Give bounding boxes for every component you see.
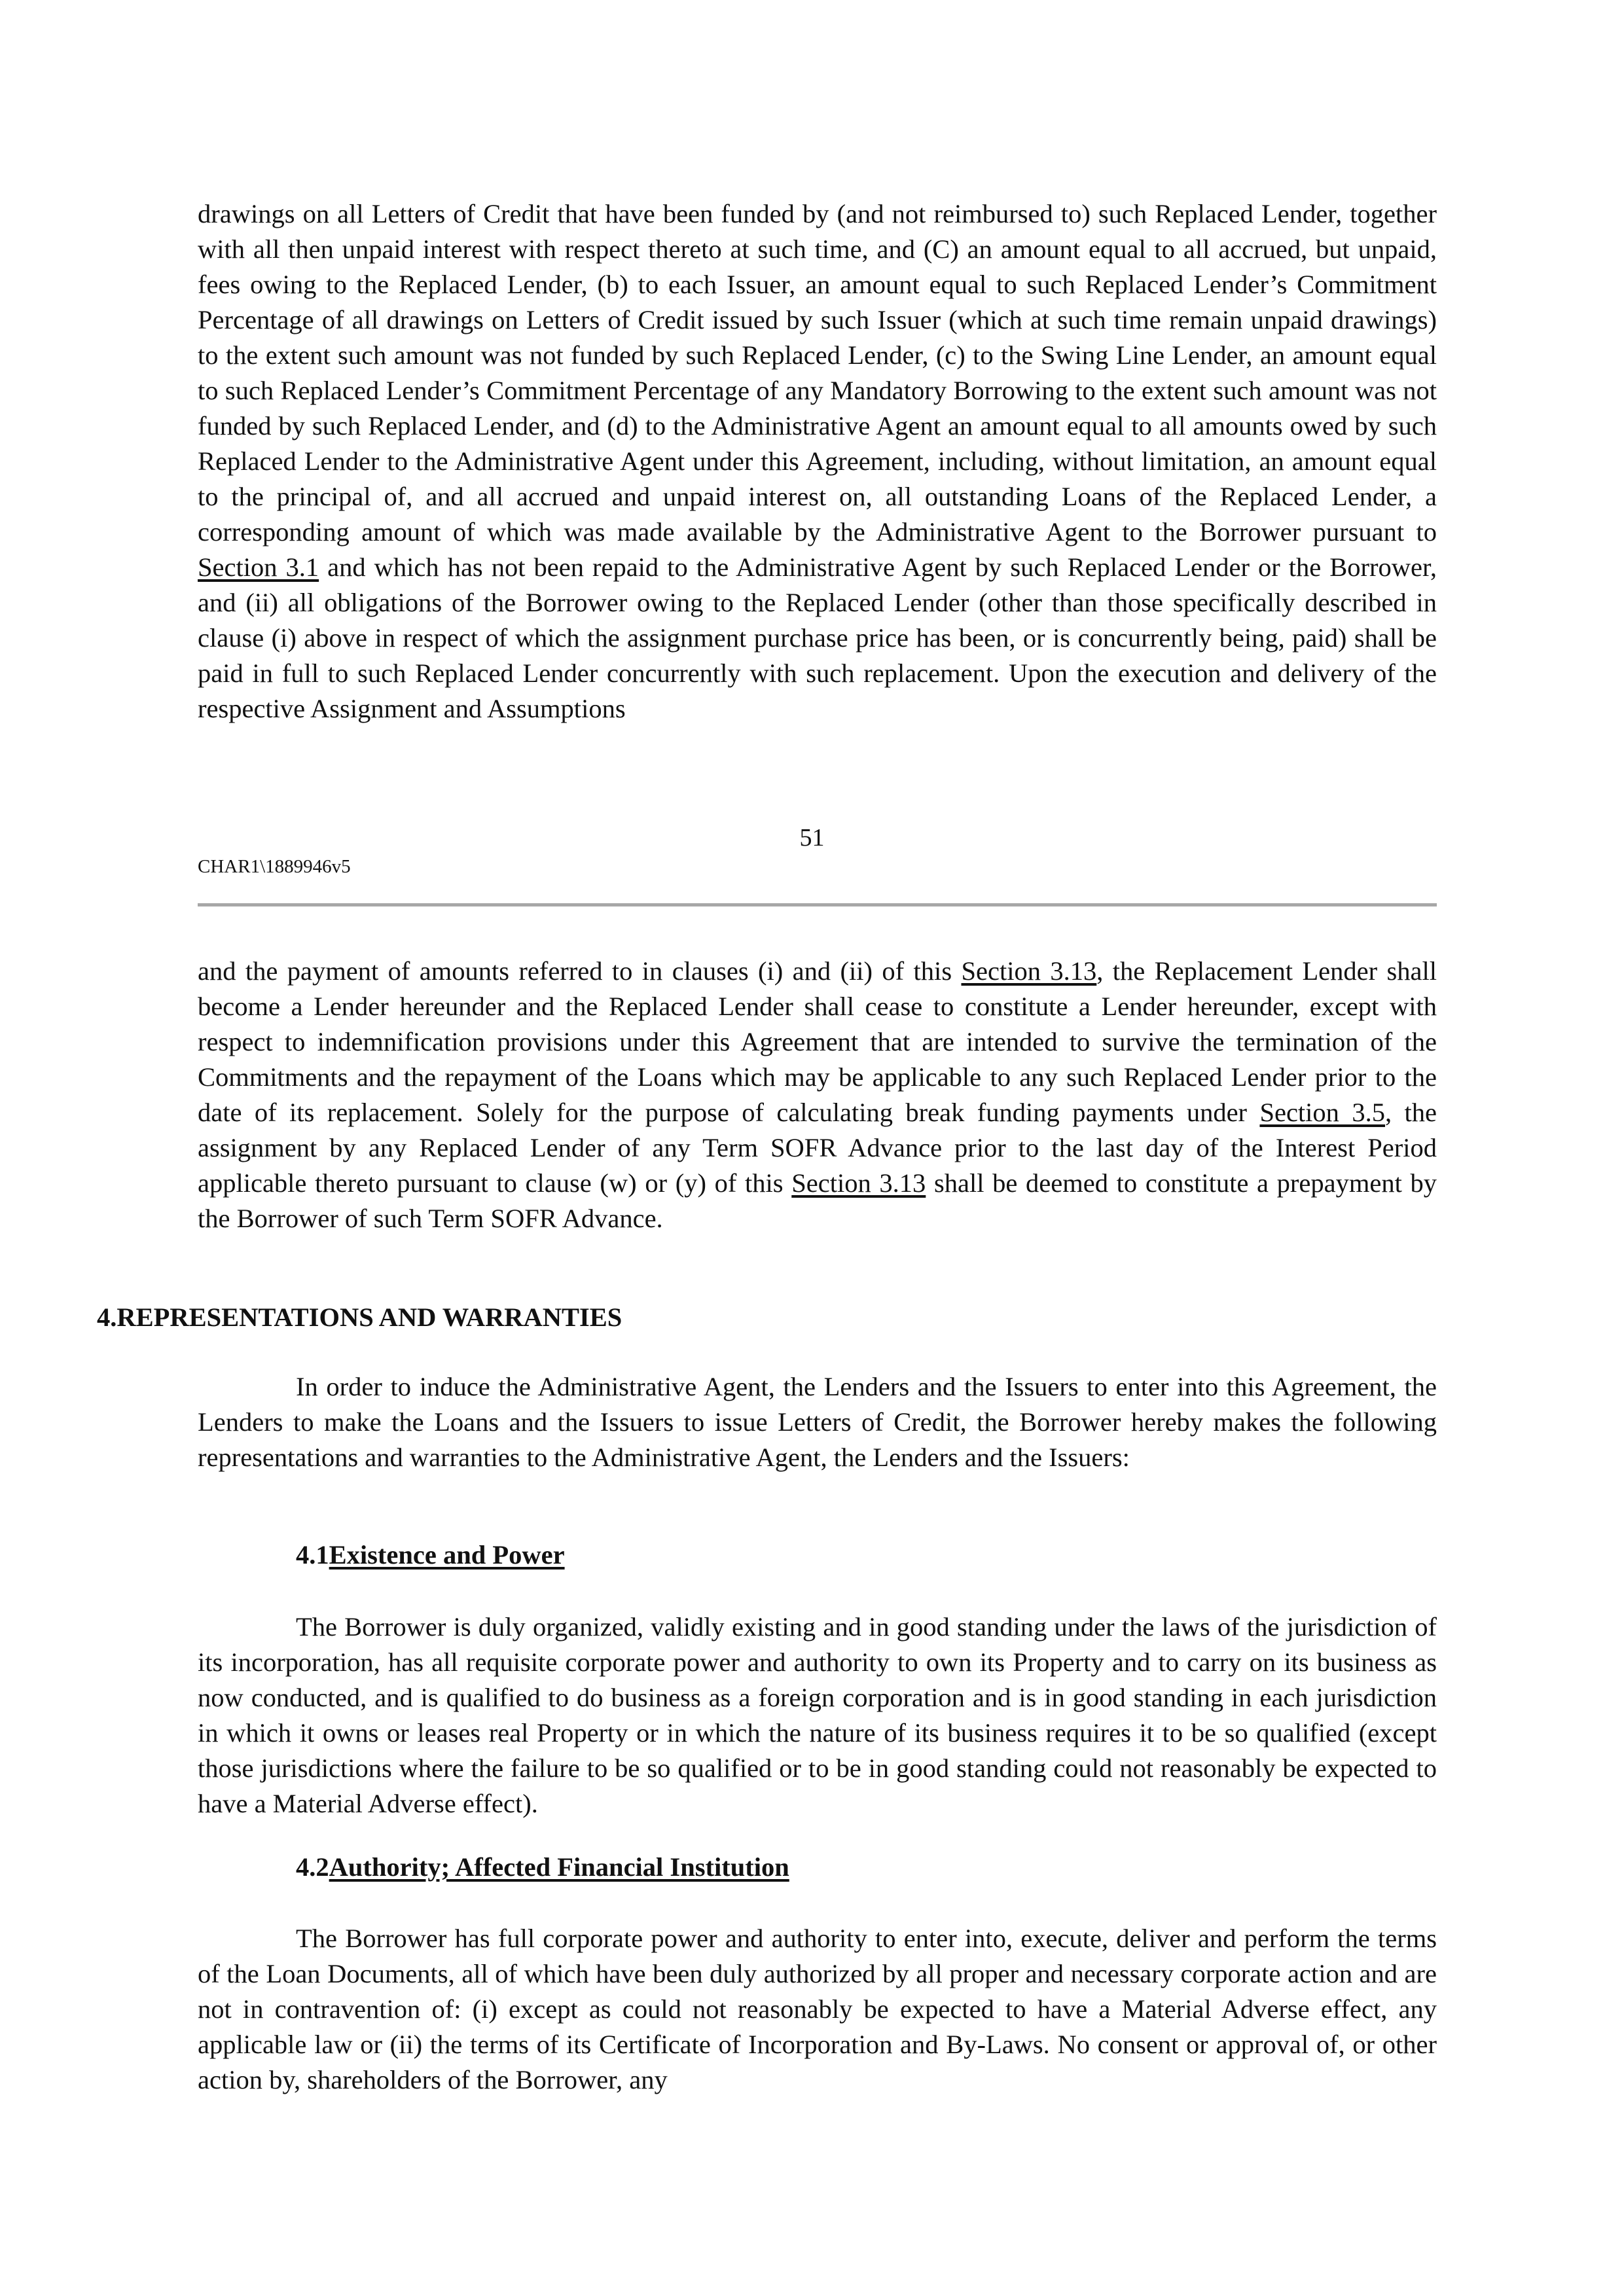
section-reference-link[interactable]: Section 3.1 xyxy=(198,552,319,582)
paragraph-text: The Borrower has full corporate power and authority to enter into, execute, deliver and perform the terms of the Loan Documents, all of which have been duly authorized by all proper and necessary corporate action and are not in contravention of: (i) except as could not reasonably be expected to have a Material Adverse effect, any applicable law or (ii) the terms of its Certificate of Incorporation and By-Laws. No consent or approval of, or other action by, shareholders of the Borrower, any xyxy=(198,1924,1437,2094)
section-reference-link[interactable]: Section 3.13 xyxy=(791,1168,926,1198)
document-id: CHAR1\1889946v5 xyxy=(198,856,351,877)
section-number: 4.1 xyxy=(296,1540,329,1570)
section-title: Authority; Affected Financial Institution xyxy=(329,1852,789,1882)
paragraph-text: shall be deemed to constitute a prepayment by the Borrower of such Term SOFR Advance. xyxy=(198,1168,1437,1233)
paragraph-text: and which has not been repaid to the Administrative Agent by such Replaced Lender or the Borrower, and (ii) all obligations of the Borrower owing to the Replaced Lender (other than those specifically described in clause (i) above in respect of which the assignment purchase price has been, or is concurrently being, paid) shall be paid in full to such Replaced Lender concurrently with such replacement. Upon the execution and delivery of the respective Assignment and Assumptions xyxy=(198,552,1437,723)
section-body xyxy=(198,1609,1437,1821)
paragraph-continued xyxy=(198,196,1437,726)
paragraph-text: drawings on all Letters of Credit that have been funded by (and not reimbursed to) such Replaced Lender, together with all then unpaid interest with respect thereto at such time, and (C) an amount equal to all accrued, but unpaid, fees owing to the Replaced Lender, (b) to each Issuer, an amount equal to such Replaced Lender’s Commitment Percentage of all drawings on Letters of Credit issued by such Issuer (which at such time remain unpaid drawings) to the extent such amount was not funded by such Replaced Lender, (c) to the Swing Line Lender, an amount equal to such Replaced Lender’s Commitment Percentage of any Mandatory Borrowing to the extent such amount was not funded by such Replaced Lender, and (d) to the Administrative Agent an amount equal to all amounts owed by such Replaced Lender to the Administrative Agent under this Agreement, including, without limitation, an amount equal to the principal of, and all accrued and unpaid interest on, all outstanding Loans of the Replaced Lender, a corresponding amount of which was made available by the Administrative Agent to the Borrower pursuant to xyxy=(198,199,1437,547)
section-body xyxy=(198,1921,1437,2098)
paragraph-text: , the assignment by any Replaced Lender of any Term SOFR Advance prior to the last day of the Interest Period applicable thereto pursuant to clause (w) or (y) of this xyxy=(198,1098,1437,1198)
section-reference-link[interactable]: Section 3.5 xyxy=(1259,1098,1385,1127)
article-heading: 4.REPRESENTATIONS AND WARRANTIES xyxy=(97,1302,623,1332)
paragraph-text: In order to induce the Administrative Agent, the Lenders and the Issuers to enter into this Agreement, the Lenders to make the Loans and the Issuers to issue Letters of Credit, the Borrower hereby makes the following representations and warranties to the Administrative Agent, the Lenders and the Issuers: xyxy=(198,1372,1437,1472)
section-reference-link[interactable]: Section 3.13 xyxy=(961,956,1097,986)
section-number: 4.2 xyxy=(296,1852,329,1882)
page-number: 51 xyxy=(799,824,825,852)
paragraph-text: The Borrower is duly organized, validly existing and in good standing under the laws of the jurisdiction of its incorporation, has all requisite corporate power and authority to own its Property and to carry on its business as now conducted, and is qualified to do business as a foreign corporation and is in good standing in each jurisdiction in which it owns or leases real Property or in which the nature of its business requires it to be so qualified (except those jurisdictions where the failure to be so qualified or to be in good standing could not reasonably be expected to have a Material Adverse effect). xyxy=(198,1612,1437,1818)
page-divider xyxy=(198,903,1437,906)
article-intro-paragraph xyxy=(198,1369,1437,1475)
paragraph-text: , the Replacement Lender shall become a Lender hereunder and the Replaced Lender shall cease to constitute a Lender hereunder, except with respect to indemnification provisions under this Agreement that are intended to survive the termination of the Commitments and the repayment of the Loans which may be applicable to any such Replaced Lender prior to the date of its replacement. Solely for the purpose of calculating break funding payments under xyxy=(198,956,1437,1127)
section-title: Existence and Power xyxy=(329,1540,565,1570)
paragraph-text: and the payment of amounts referred to in clauses (i) and (ii) of this xyxy=(198,956,962,986)
section-heading xyxy=(296,1537,565,1573)
paragraph-continuation xyxy=(198,954,1437,1236)
section-heading xyxy=(296,1850,789,1885)
